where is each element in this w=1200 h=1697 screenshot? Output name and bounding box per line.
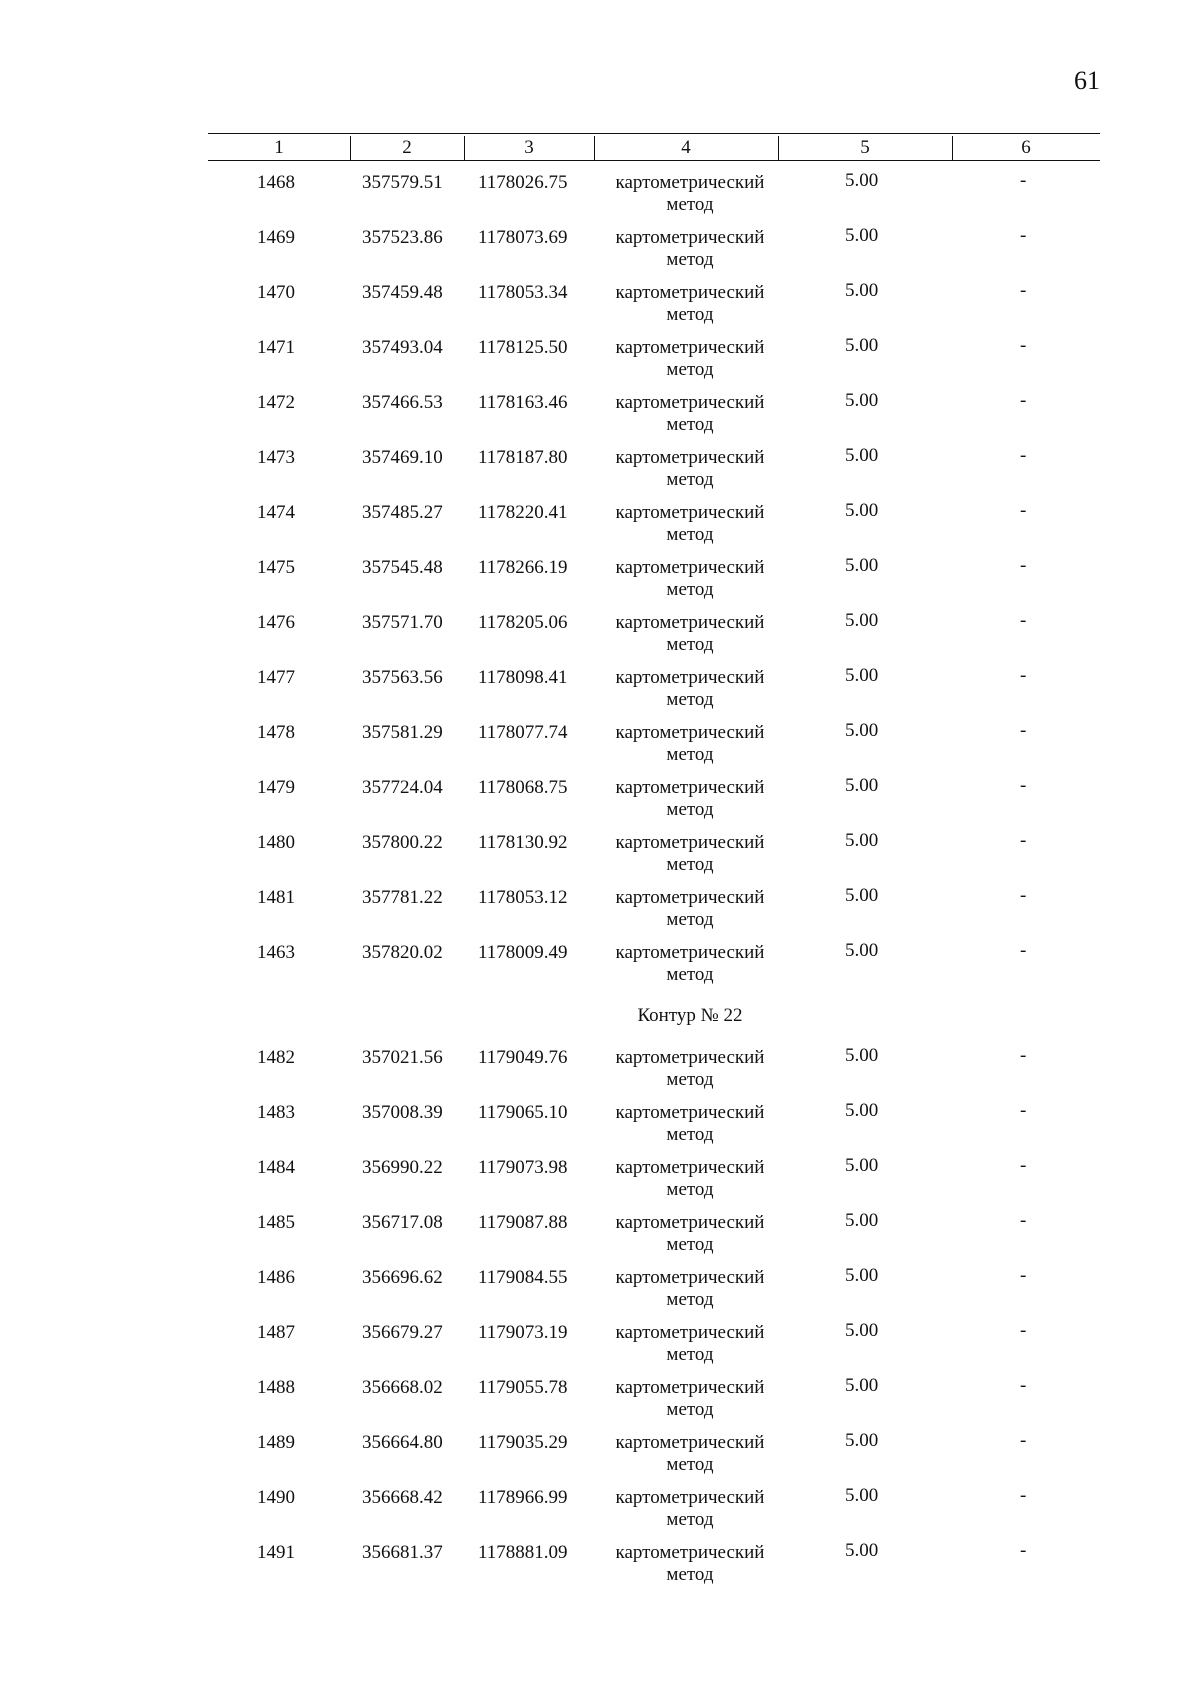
coord-x: 357571.70 [362, 612, 443, 633]
coord-x: 357485.27 [362, 502, 443, 523]
header-col-4: 4 [681, 137, 691, 158]
coord-x: 357021.56 [362, 1047, 443, 1068]
note: - [1020, 445, 1027, 466]
table-row [0, 1102, 1200, 1157]
point-id: 1478 [257, 722, 295, 743]
note: - [1020, 665, 1027, 686]
coord-x: 357820.02 [362, 942, 443, 963]
coord-y: 1178205.06 [478, 612, 568, 633]
coord-x: 356681.37 [362, 1542, 443, 1563]
table-header [208, 136, 1100, 160]
method [600, 667, 780, 711]
method-line-1: картометрический [615, 1322, 765, 1343]
table-row [0, 227, 1200, 282]
method [600, 1047, 780, 1091]
coord-x: 356668.02 [362, 1377, 443, 1398]
method-line-1: картометрический [615, 172, 765, 193]
method-line-1: картометрический [615, 832, 765, 853]
method-line-2: метод [666, 1234, 714, 1255]
method-line-2: метод [666, 799, 714, 820]
method-line-1: картометрический [615, 557, 765, 578]
table-row [0, 557, 1200, 612]
coord-y: 1178966.99 [478, 1487, 568, 1508]
header-col-6: 6 [1021, 137, 1031, 158]
method-line-2: метод [666, 469, 714, 490]
coord-x: 357581.29 [362, 722, 443, 743]
method-line-2: метод [666, 1564, 714, 1585]
method [600, 392, 780, 436]
coord-y: 1178130.92 [478, 832, 568, 853]
coord-x: 356696.62 [362, 1267, 443, 1288]
coord-x: 356679.27 [362, 1322, 443, 1343]
method-line-2: метод [666, 909, 714, 930]
accuracy: 5.00 [845, 445, 879, 466]
coord-y: 1178053.34 [478, 282, 568, 303]
coord-y: 1179055.78 [478, 1377, 568, 1398]
method-line-1: картометрический [615, 722, 765, 743]
method [600, 1377, 780, 1421]
coord-x: 357523.86 [362, 227, 443, 248]
coord-x: 357724.04 [362, 777, 443, 798]
method-line-1: картометрический [615, 1432, 765, 1453]
method-line-1: картометрический [615, 502, 765, 523]
accuracy: 5.00 [845, 1320, 879, 1341]
accuracy: 5.00 [845, 1265, 879, 1286]
note: - [1020, 885, 1027, 906]
table-row [0, 1377, 1200, 1432]
table-row [0, 1487, 1200, 1542]
coord-y: 1179087.88 [478, 1212, 568, 1233]
note: - [1020, 390, 1027, 411]
accuracy: 5.00 [845, 1210, 879, 1231]
accuracy: 5.00 [845, 225, 879, 246]
table-row [0, 667, 1200, 722]
method-line-2: метод [666, 1069, 714, 1090]
coord-x: 357466.53 [362, 392, 443, 413]
note: - [1020, 940, 1027, 961]
method-line-2: метод [666, 524, 714, 545]
method-line-2: метод [666, 1344, 714, 1365]
point-id: 1468 [257, 172, 295, 193]
table-row [0, 282, 1200, 337]
method [600, 832, 780, 876]
table-row [0, 1267, 1200, 1322]
method [600, 1267, 780, 1311]
note: - [1020, 610, 1027, 631]
point-id: 1490 [257, 1487, 295, 1508]
note: - [1020, 335, 1027, 356]
method [600, 887, 780, 931]
method-line-2: метод [666, 414, 714, 435]
accuracy: 5.00 [845, 1485, 879, 1506]
coord-x: 357469.10 [362, 447, 443, 468]
method-line-2: метод [666, 634, 714, 655]
coord-x: 357008.39 [362, 1102, 443, 1123]
table-row [0, 1047, 1200, 1102]
method-line-1: картометрический [615, 1267, 765, 1288]
table-row [0, 612, 1200, 667]
coord-x: 357459.48 [362, 282, 443, 303]
accuracy: 5.00 [845, 830, 879, 851]
method [600, 1432, 780, 1476]
method [600, 1157, 780, 1201]
method-line-2: метод [666, 1509, 714, 1530]
point-id: 1474 [257, 502, 295, 523]
point-id: 1476 [257, 612, 295, 633]
header-col-1: 1 [274, 137, 284, 158]
method [600, 942, 780, 986]
point-id: 1473 [257, 447, 295, 468]
point-id: 1483 [257, 1102, 295, 1123]
method-line-1: картометрический [615, 1377, 765, 1398]
note: - [1020, 830, 1027, 851]
header-rule-top [208, 133, 1100, 134]
table-row [0, 887, 1200, 942]
point-id: 1463 [257, 942, 295, 963]
coord-x: 356664.80 [362, 1432, 443, 1453]
accuracy: 5.00 [845, 610, 879, 631]
accuracy: 5.00 [845, 665, 879, 686]
method-line-1: картометрический [615, 1542, 765, 1563]
accuracy: 5.00 [845, 940, 879, 961]
point-id: 1477 [257, 667, 295, 688]
method [600, 172, 780, 216]
point-id: 1485 [257, 1212, 295, 1233]
method-line-2: метод [666, 744, 714, 765]
method [600, 1102, 780, 1146]
coord-y: 1178125.50 [478, 337, 568, 358]
method-line-2: метод [666, 579, 714, 600]
method-line-2: метод [666, 854, 714, 875]
accuracy: 5.00 [845, 1045, 879, 1066]
note: - [1020, 1265, 1027, 1286]
coord-y: 1178077.74 [478, 722, 568, 743]
table-row [0, 1157, 1200, 1212]
coord-y: 1178068.75 [478, 777, 568, 798]
coord-x: 357545.48 [362, 557, 443, 578]
method [600, 722, 780, 766]
accuracy: 5.00 [845, 720, 879, 741]
point-id: 1491 [257, 1542, 295, 1563]
point-id: 1470 [257, 282, 295, 303]
coord-y: 1179049.76 [478, 1047, 568, 1068]
coord-x: 356990.22 [362, 1157, 443, 1178]
accuracy: 5.00 [845, 280, 879, 301]
method [600, 1322, 780, 1366]
method-line-2: метод [666, 359, 714, 380]
method-line-1: картометрический [615, 1047, 765, 1068]
point-id: 1475 [257, 557, 295, 578]
method-line-1: картометрический [615, 337, 765, 358]
table-row [0, 447, 1200, 502]
table-row [0, 722, 1200, 777]
accuracy: 5.00 [845, 1375, 879, 1396]
note: - [1020, 170, 1027, 191]
coord-y: 1179065.10 [478, 1102, 568, 1123]
method [600, 502, 780, 546]
header-col-3: 3 [524, 137, 534, 158]
coord-y: 1178009.49 [478, 942, 568, 963]
method-line-1: картометрический [615, 282, 765, 303]
coord-y: 1178881.09 [478, 1542, 568, 1563]
coord-x: 356668.42 [362, 1487, 443, 1508]
accuracy: 5.00 [845, 885, 879, 906]
note: - [1020, 225, 1027, 246]
section-rows [0, 172, 1200, 997]
method-line-2: метод [666, 1289, 714, 1310]
coord-x: 357579.51 [362, 172, 443, 193]
point-id: 1487 [257, 1322, 295, 1343]
point-id: 1482 [257, 1047, 295, 1068]
method-line-2: метод [666, 304, 714, 325]
coord-x: 357493.04 [362, 337, 443, 358]
note: - [1020, 1210, 1027, 1231]
method [600, 777, 780, 821]
method [600, 557, 780, 601]
point-id: 1480 [257, 832, 295, 853]
method [600, 227, 780, 271]
header-rule-bottom [208, 160, 1100, 161]
point-id: 1481 [257, 887, 295, 908]
accuracy: 5.00 [845, 1155, 879, 1176]
accuracy: 5.00 [845, 1540, 879, 1561]
method-line-2: метод [666, 249, 714, 270]
table-body [0, 172, 1200, 1597]
method-line-1: картометрический [615, 942, 765, 963]
method [600, 337, 780, 381]
accuracy: 5.00 [845, 500, 879, 521]
coord-y: 1179084.55 [478, 1267, 568, 1288]
note: - [1020, 720, 1027, 741]
method [600, 1487, 780, 1531]
method-line-1: картометрический [615, 1157, 765, 1178]
note: - [1020, 1485, 1027, 1506]
method-line-2: метод [666, 1179, 714, 1200]
coord-y: 1178098.41 [478, 667, 568, 688]
coord-y: 1178220.41 [478, 502, 568, 523]
header-col-5: 5 [860, 137, 870, 158]
accuracy: 5.00 [845, 1430, 879, 1451]
coord-y: 1179073.98 [478, 1157, 568, 1178]
method-line-2: метод [666, 964, 714, 985]
point-id: 1472 [257, 392, 295, 413]
coord-y: 1178266.19 [478, 557, 568, 578]
coord-y: 1178026.75 [478, 172, 568, 193]
method-line-1: картометрический [615, 227, 765, 248]
section-rows [0, 1047, 1200, 1597]
accuracy: 5.00 [845, 775, 879, 796]
method [600, 1542, 780, 1586]
coord-y: 1178163.46 [478, 392, 568, 413]
table-row [0, 392, 1200, 447]
accuracy: 5.00 [845, 1100, 879, 1121]
coord-y: 1179035.29 [478, 1432, 568, 1453]
method [600, 612, 780, 656]
method [600, 282, 780, 326]
table-row [0, 942, 1200, 997]
note: - [1020, 1100, 1027, 1121]
contour-heading [0, 997, 1200, 1047]
table-row [0, 502, 1200, 557]
note: - [1020, 1045, 1027, 1066]
accuracy: 5.00 [845, 335, 879, 356]
note: - [1020, 1430, 1027, 1451]
page-number: 61 [1074, 66, 1100, 95]
method-line-1: картометрический [615, 392, 765, 413]
method [600, 447, 780, 491]
coord-y: 1178053.12 [478, 887, 568, 908]
note: - [1020, 775, 1027, 796]
table-row [0, 1542, 1200, 1597]
accuracy: 5.00 [845, 390, 879, 411]
method-line-1: картометрический [615, 1487, 765, 1508]
accuracy: 5.00 [845, 555, 879, 576]
contour-title: Контур № 22 [637, 1005, 743, 1026]
table-row [0, 1322, 1200, 1377]
method-line-2: метод [666, 1124, 714, 1145]
coord-y: 1179073.19 [478, 1322, 568, 1343]
coord-x: 357781.22 [362, 887, 443, 908]
method-line-1: картометрический [615, 1102, 765, 1123]
method [600, 1212, 780, 1256]
point-id: 1479 [257, 777, 295, 798]
method-line-1: картометрический [615, 777, 765, 798]
point-id: 1486 [257, 1267, 295, 1288]
table-row [0, 337, 1200, 392]
coord-y: 1178073.69 [478, 227, 568, 248]
note: - [1020, 500, 1027, 521]
method-line-2: метод [666, 689, 714, 710]
point-id: 1471 [257, 337, 295, 358]
table-row [0, 832, 1200, 887]
table-row [0, 777, 1200, 832]
method-line-1: картометрический [615, 612, 765, 633]
method-line-1: картометрический [615, 1212, 765, 1233]
point-id: 1488 [257, 1377, 295, 1398]
point-id: 1469 [257, 227, 295, 248]
note: - [1020, 1375, 1027, 1396]
header-col-2: 2 [402, 137, 412, 158]
point-id: 1484 [257, 1157, 295, 1178]
point-id: 1489 [257, 1432, 295, 1453]
note: - [1020, 1540, 1027, 1561]
method-line-1: картометрический [615, 887, 765, 908]
note: - [1020, 1320, 1027, 1341]
note: - [1020, 280, 1027, 301]
note: - [1020, 1155, 1027, 1176]
method-line-1: картометрический [615, 447, 765, 468]
coord-x: 356717.08 [362, 1212, 443, 1233]
method-line-2: метод [666, 1399, 714, 1420]
accuracy: 5.00 [845, 170, 879, 191]
method-line-1: картометрический [615, 667, 765, 688]
note: - [1020, 555, 1027, 576]
method-line-2: метод [666, 194, 714, 215]
coord-x: 357800.22 [362, 832, 443, 853]
coord-y: 1178187.80 [478, 447, 568, 468]
method-line-2: метод [666, 1454, 714, 1475]
table-row [0, 1432, 1200, 1487]
coord-x: 357563.56 [362, 667, 443, 688]
table-row [0, 1212, 1200, 1267]
table-row [0, 172, 1200, 227]
